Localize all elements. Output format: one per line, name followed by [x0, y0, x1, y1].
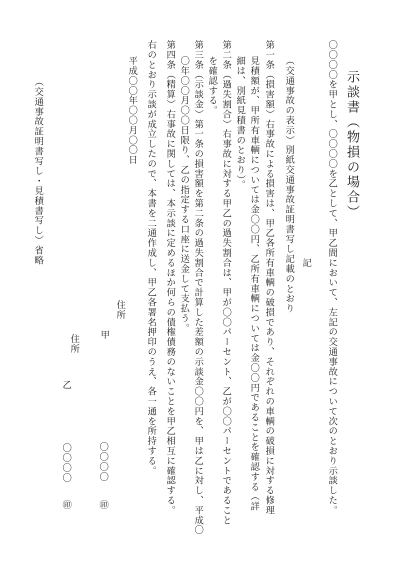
article-2-line-2: を確認する。 [206, 56, 218, 116]
party-a-address-label: 住所 [114, 300, 126, 320]
party-a-label: 甲 [98, 330, 110, 340]
document-date: 平成〇〇年〇〇月〇〇日 [126, 56, 138, 165]
party-b-name: 〇〇〇〇 [60, 443, 72, 483]
intro-text: 〇〇〇〇を甲とし、〇〇〇〇を乙として、甲乙間において、左記の交通事故について次のとおり示談した。 [326, 40, 338, 516]
article-3-line-2: 〇年〇〇月〇〇日限り、乙の指定する口座に送金して支払う。 [178, 56, 190, 334]
party-b-seal: ㊞ [60, 500, 72, 510]
article-1-line-2: 見積額が、甲所有車輌については金〇〇円、乙所有車輌については金〇〇円であることを確認する（詳 [248, 56, 260, 512]
document-title: 示談書（物損の場合） [344, 70, 359, 220]
ki-marker: 記 [300, 258, 312, 268]
article-4-line-1: 第四条（精算）右事故に関しては、本示談に定めるほか何らの債権債務のないことを甲乙相互に確認する。 [164, 40, 176, 516]
party-a-name: 〇〇〇〇 [97, 442, 109, 482]
party-a-seal: ㊞ [97, 500, 109, 510]
article-1-line-3: 細は、別紙見積書のとおり）。 [234, 56, 246, 190]
article-1-line-1: 第一条（損害額）右事故による損害は、甲乙各所有車輌の破損であり、それぞれの車輌の破損に対する修理 [263, 40, 275, 516]
attachments-note: （交通事故証明書写し・見積書写し）省略 [32, 77, 44, 266]
closing-text: 右のとおり示談が成立したので、本書を二通作成し、甲乙各署名押印のうえ、各一通を所持する。 [145, 40, 157, 476]
body-line-1: （交通事故の表示）別紙交通事故証明書写し記載のとおり [283, 56, 295, 314]
article-3-line-1: 第三条（示談金）第一条の損害額を第二条の過失割合で計算した差額の示談金〇〇円を、甲は乙に対し、平成〇 [192, 40, 204, 535]
party-b-label: 乙 [60, 380, 72, 390]
article-2-line-1: 第二条（過失割合）右事故に対する甲乙の過失割合は、甲が〇〇パーセント、乙が〇〇パーセントであること [220, 40, 232, 526]
party-b-address-label: 住所 [68, 334, 80, 354]
